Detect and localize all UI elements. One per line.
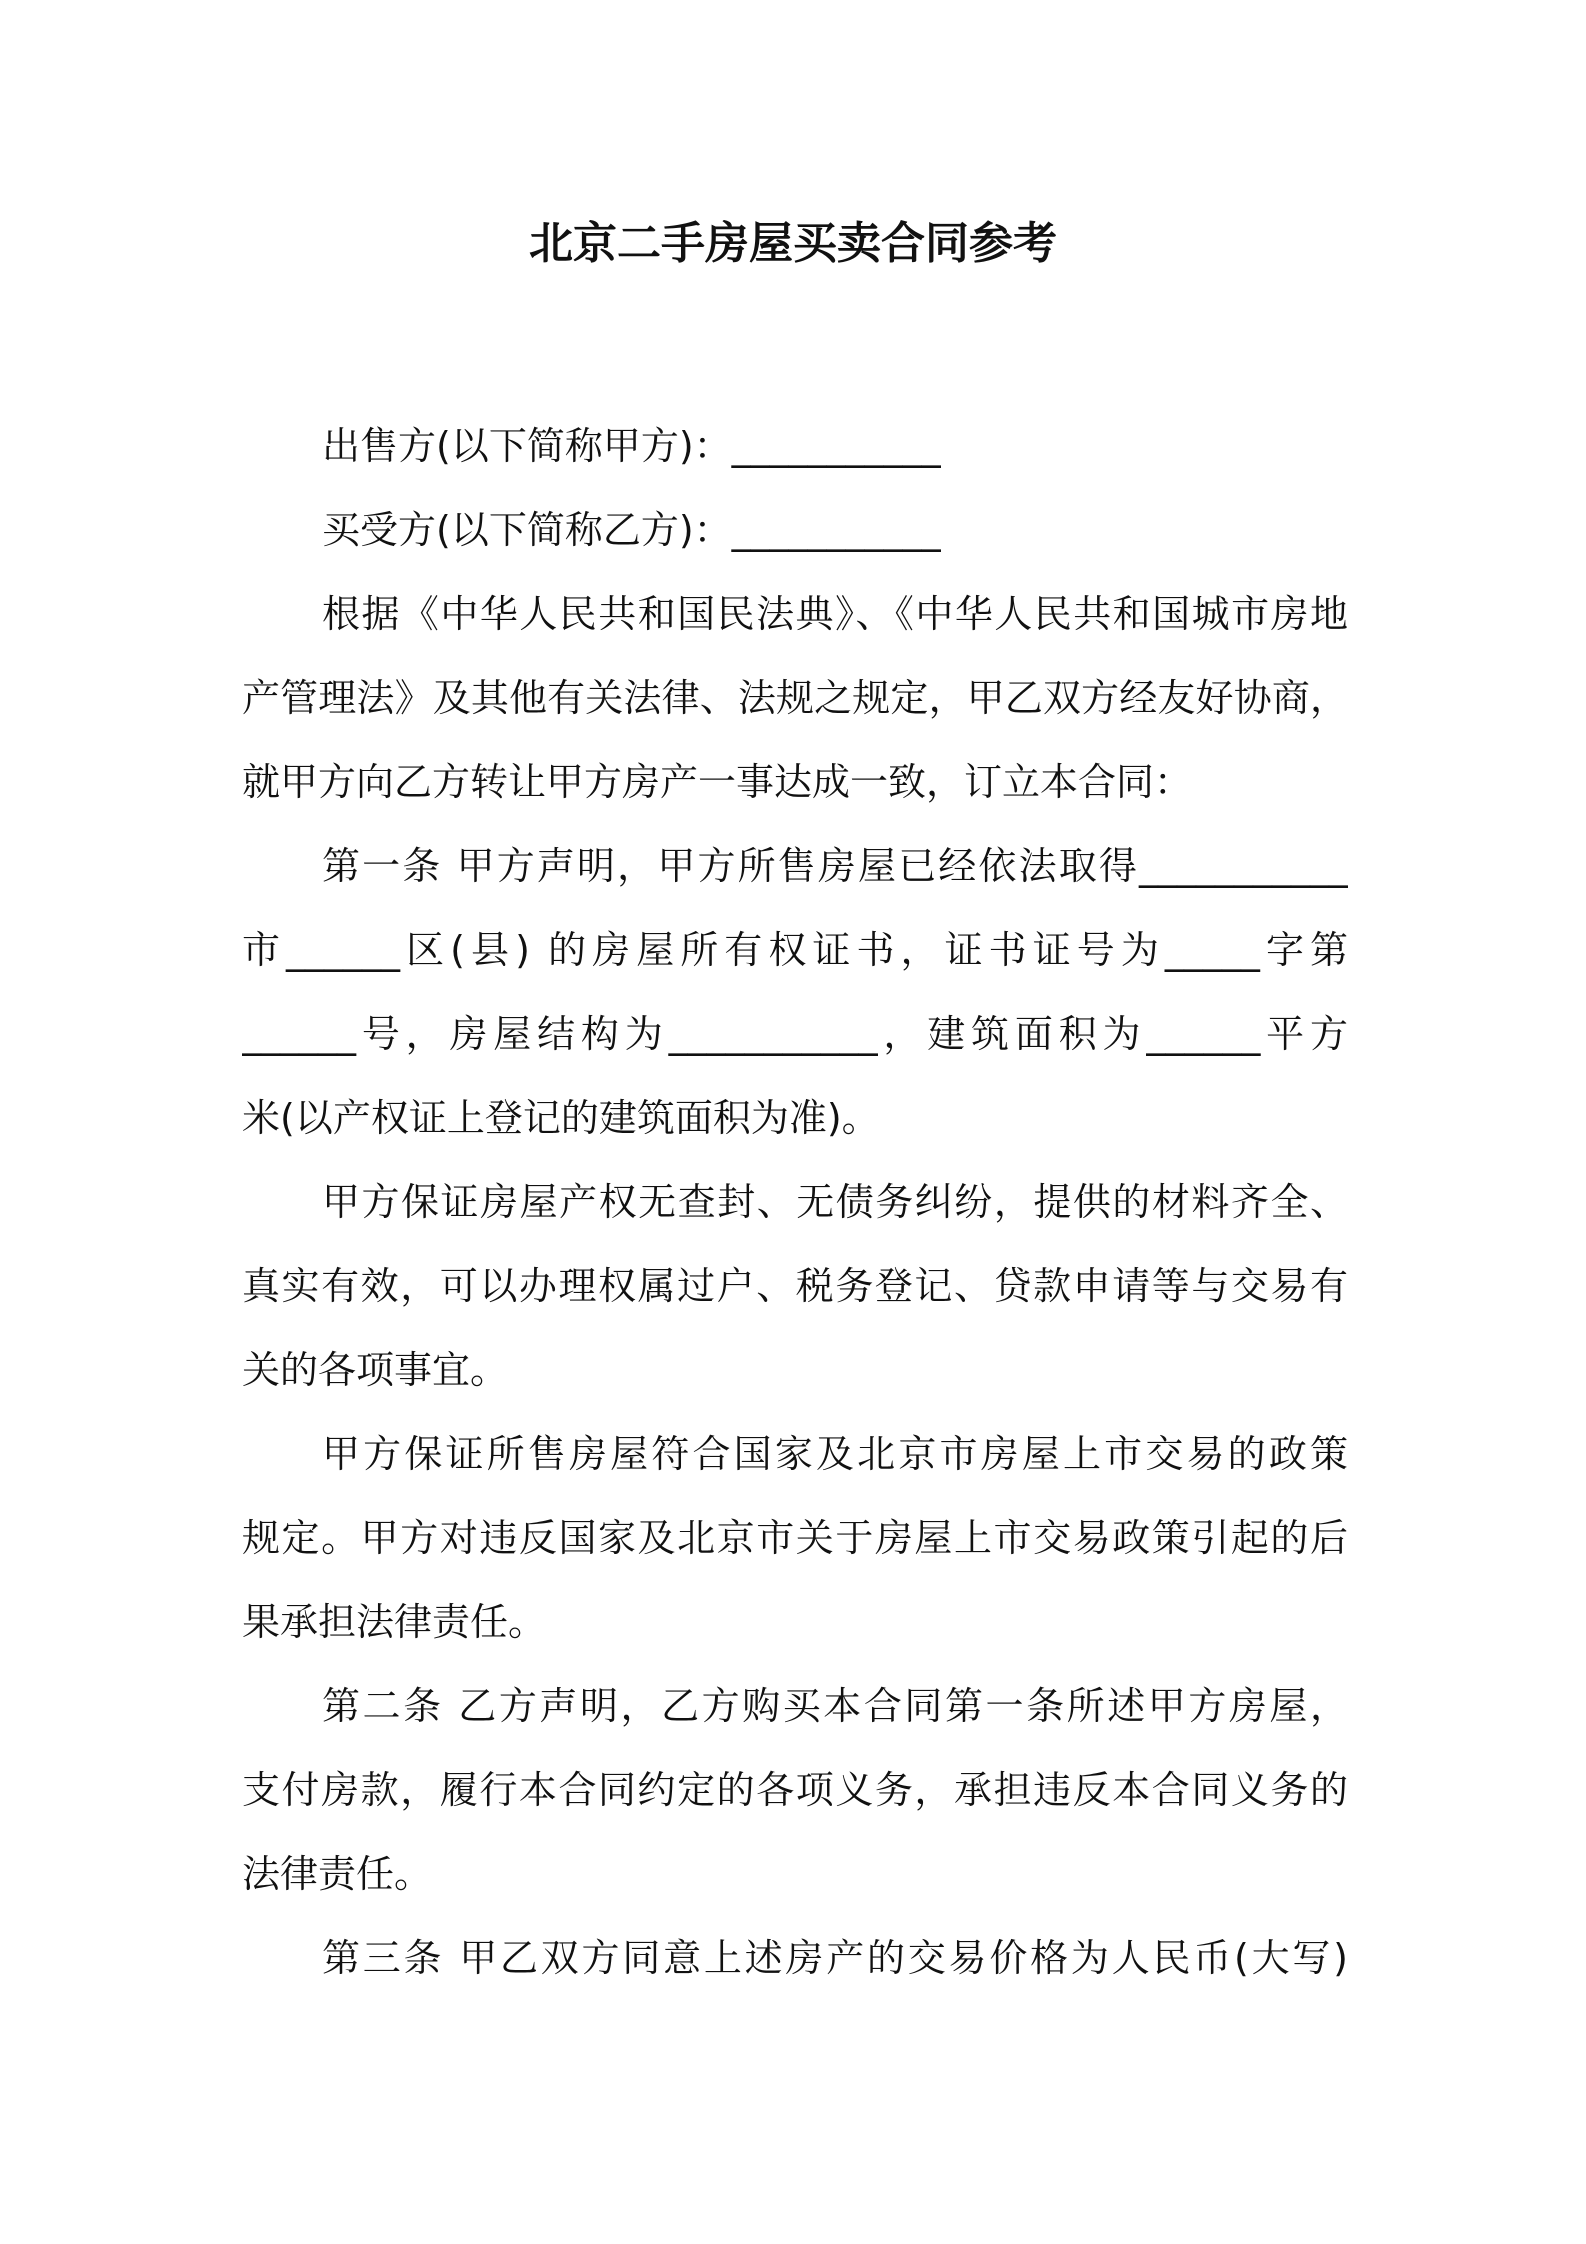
paragraph-line: 甲方保证所售房屋符合国家及北京市房屋上市交易的政策 xyxy=(322,1432,1348,1476)
paragraph-line: 果承担法律责任。 xyxy=(242,1600,547,1644)
paragraph-line: 米(以产权证上登记的建筑面积为准)。 xyxy=(242,1096,880,1140)
paragraph-line: 支付房款，履行本合同约定的各项义务，承担违反本合同义务的 xyxy=(242,1768,1348,1812)
seller-line: 出售方(以下简称甲方)：___________ xyxy=(322,424,941,468)
paragraph-line: ______号，房屋结构为___________，建筑面积为______平方 xyxy=(242,1012,1348,1056)
paragraph-line: 甲方保证房屋产权无查封、无债务纠纷，提供的材料齐全、 xyxy=(322,1180,1348,1224)
article-two-line: 第二条 乙方声明，乙方购买本合同第一条所述甲方房屋， xyxy=(322,1684,1348,1728)
document-title: 北京二手房屋买卖合同参考 xyxy=(529,218,1057,269)
paragraph-line: 规定。甲方对违反国家及北京市关于房屋上市交易政策引起的后 xyxy=(242,1516,1348,1560)
paragraph-line: 法律责任。 xyxy=(242,1852,433,1896)
paragraph-line: 真实有效，可以办理权属过户、税务登记、贷款申请等与交易有 xyxy=(242,1264,1348,1308)
buyer-line: 买受方(以下简称乙方)：___________ xyxy=(322,508,941,552)
paragraph-line: 市______区(县) 的房屋所有权证书，证书证号为_____字第 xyxy=(242,928,1348,972)
document-body xyxy=(242,404,1348,2000)
paragraph-line: 根据《中华人民共和国民法典》、《中华人民共和国城市房地 xyxy=(322,592,1348,636)
article-one-line: 第一条 甲方声明，甲方所售房屋已经依法取得___________ xyxy=(322,844,1348,888)
paragraph-line: 就甲方向乙方转让甲方房产一事达成一致，订立本合同： xyxy=(242,760,1193,804)
paragraph-line: 关的各项事宜。 xyxy=(242,1348,509,1392)
paragraph-line: 产管理法》及其他有关法律、法规之规定，甲乙双方经友好协商， xyxy=(242,676,1348,720)
article-three-line: 第三条 甲乙双方同意上述房产的交易价格为人民币(大写) xyxy=(322,1936,1348,1980)
